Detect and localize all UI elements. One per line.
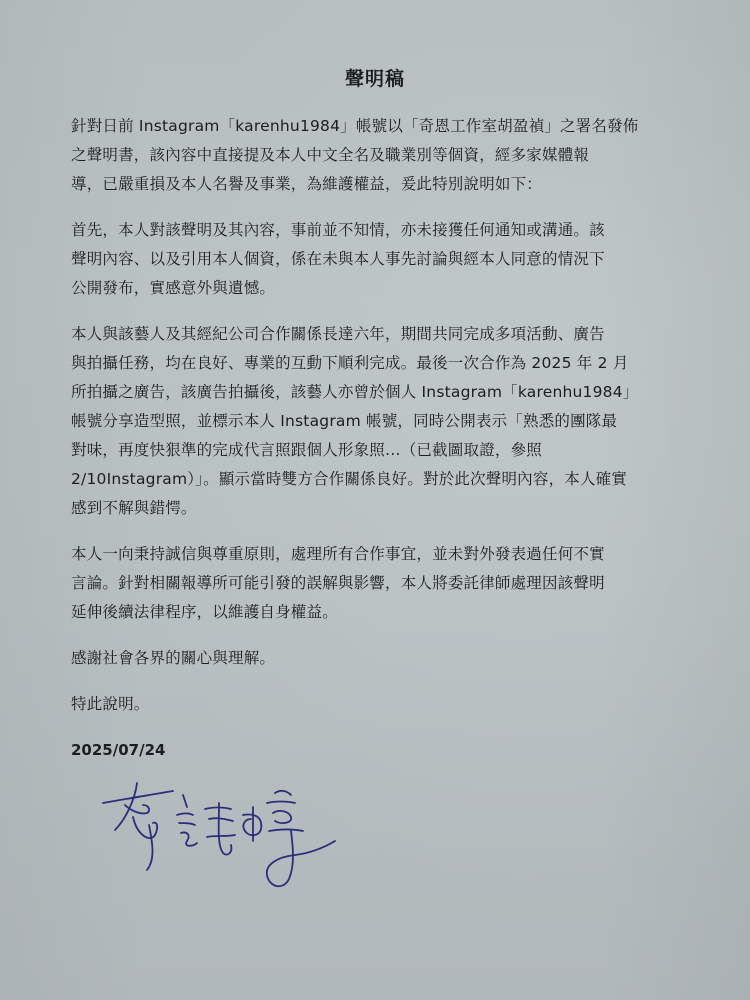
- handwritten-signature: [95, 775, 345, 895]
- paragraph-first-point: [71, 216, 691, 303]
- paragraph-cooperation-history: [71, 320, 691, 523]
- document-date: 2025/07/24: [71, 741, 166, 759]
- text-line: 與拍攝任務，均在良好、專業的互動下順利完成。最後一次合作為 2025 年 2 月: [71, 354, 629, 372]
- text-line: 聲明內容、以及引用本人個資，係在未與本人事先討論與經本人同意的情況下: [71, 250, 605, 268]
- text-line: 所拍攝之廣告，該廣告拍攝後，該藝人亦曾於個人 Instagram「karenhu1984」: [71, 383, 639, 401]
- text-line: 感謝社會各界的關心與理解。: [71, 649, 276, 667]
- text-line: 2/10Instagram）」。顯示當時雙方合作關係良好。對於此次聲明內容，本人確實: [71, 470, 628, 488]
- document-body: [71, 112, 691, 765]
- text-line: 感到不解與錯愕。: [71, 499, 197, 517]
- text-line: 言論。針對相關報導所可能引發的誤解與影響，本人將委託律師處理因該聲明: [71, 574, 605, 592]
- text-line: 首先，本人對該聲明及其內容，事前並不知情，亦未接獲任何通知或溝通。該: [71, 221, 605, 239]
- text-line: 對味，再度快狠準的完成代言照跟個人形象照…（已截圖取證，參照: [71, 441, 543, 459]
- text-line: 針對日前 Instagram「karenhu1984」帳號以「奇恩工作室胡盈禎」之署名發佈: [71, 117, 639, 135]
- text-line: 本人與該藝人及其經紀公司合作關係長達六年，期間共同完成多項活動、廣告: [71, 325, 605, 343]
- text-line: 公開發布，實感意外與遺憾。: [71, 279, 276, 297]
- paragraph-thanks: [71, 644, 691, 673]
- paragraph-closing: [71, 690, 691, 719]
- text-line: 導，已嚴重損及本人名譽及事業，為維護權益，爰此特別說明如下：: [71, 175, 543, 193]
- text-line: 延伸後續法律程序，以維護自身權益。: [71, 603, 338, 621]
- signature-ink-icon: [95, 775, 345, 895]
- text-line: 之聲明書，該內容中直接提及本人中文全名及職業別等個資，經多家媒體報: [71, 146, 590, 164]
- document-title: 聲明稿: [344, 68, 405, 90]
- paragraph-legal-action: [71, 540, 691, 627]
- text-line: 帳號分享造型照，並標示本人 Instagram 帳號，同時公開表示「熟悉的團隊最: [71, 412, 618, 430]
- paragraph-intro: [71, 112, 691, 199]
- text-line: 本人一向秉持誠信與尊重原則，處理所有合作事宜，並未對外發表過任何不實: [71, 545, 605, 563]
- text-line: 特此說明。: [71, 695, 150, 713]
